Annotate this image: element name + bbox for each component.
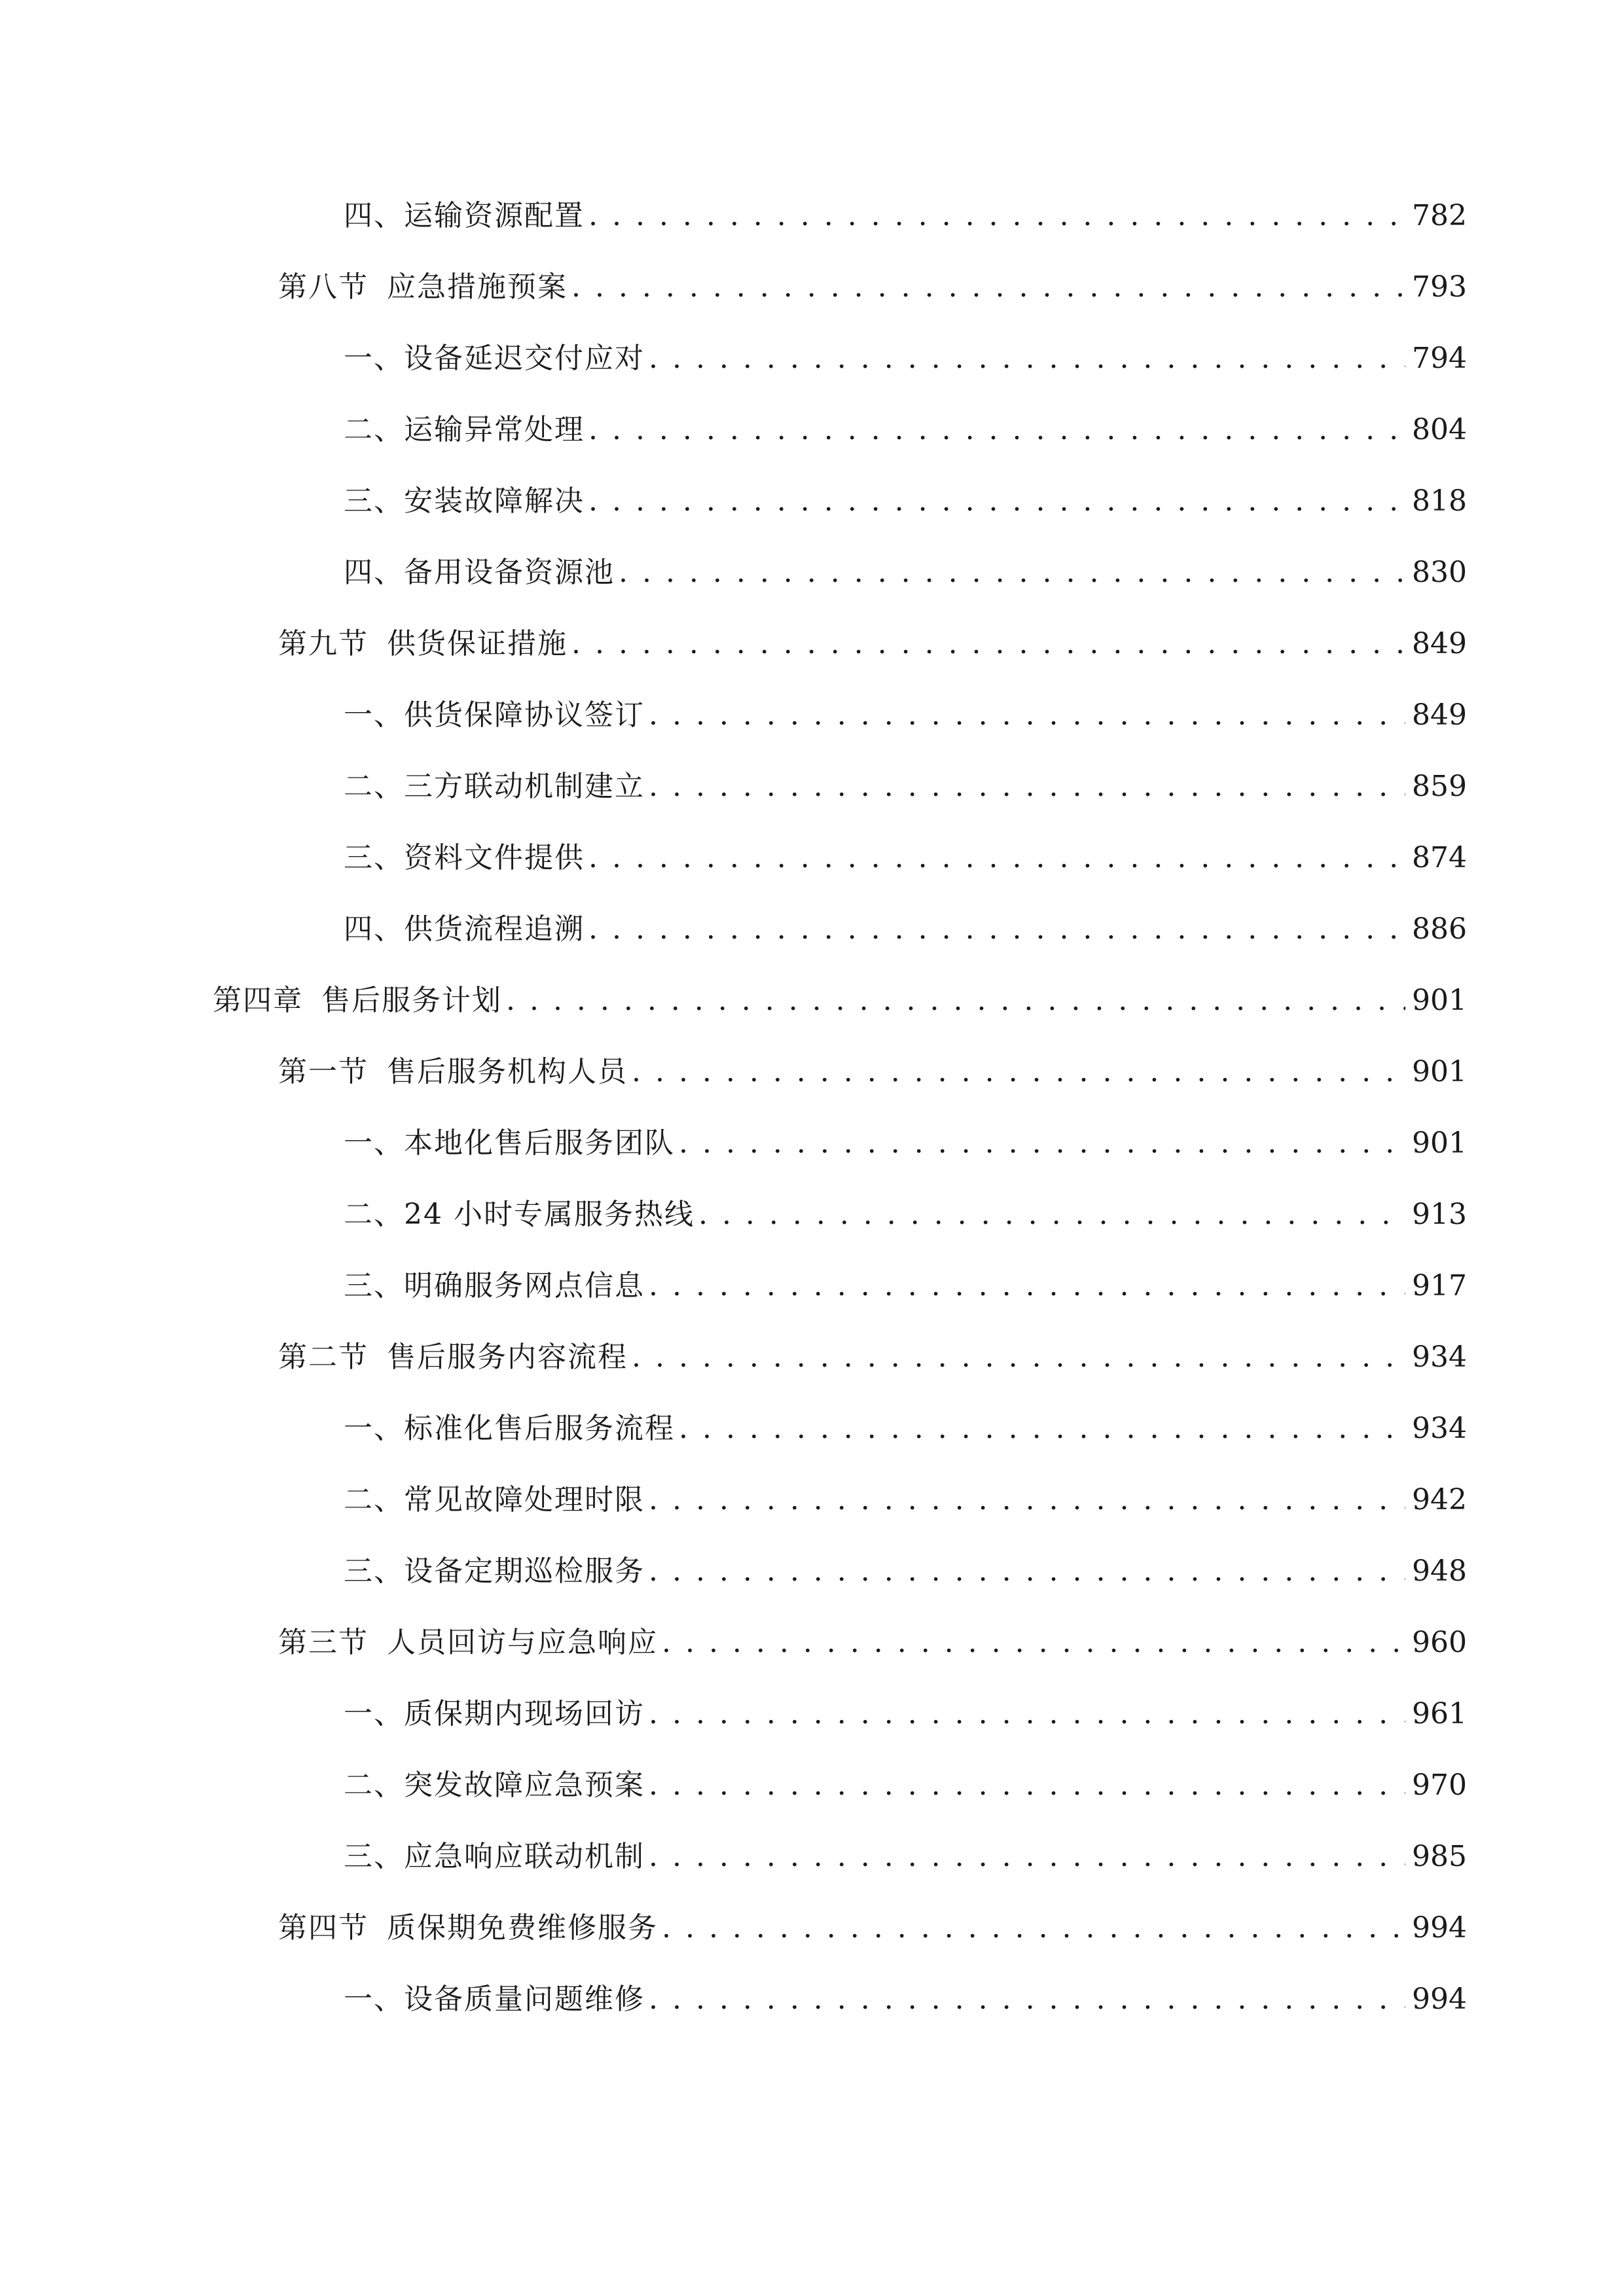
entry-title: 应急响应联动机制 xyxy=(404,1840,645,1873)
entry-page-number: 874 xyxy=(1412,841,1467,874)
entry-number: 四、 xyxy=(344,912,404,946)
entry-page-number: 886 xyxy=(1412,912,1467,946)
toc-entry[interactable] xyxy=(344,1980,1467,2019)
entry-title: 常见故障处理时限 xyxy=(404,1483,645,1516)
entry-title: 供货流程追溯 xyxy=(404,912,585,946)
dot-leader xyxy=(649,339,1405,378)
entry-number: 三、 xyxy=(344,1269,404,1302)
entry-page-number: 818 xyxy=(1412,484,1467,518)
dot-leader xyxy=(571,268,1405,307)
entry-title: 本地化售后服务团队 xyxy=(404,1126,675,1160)
dot-leader xyxy=(588,482,1405,521)
entry-title: 安装故障解决 xyxy=(404,484,585,518)
entry-number: 一、 xyxy=(344,1412,404,1445)
dot-leader xyxy=(588,838,1405,878)
dot-leader xyxy=(506,981,1405,1020)
dot-leader xyxy=(649,767,1405,806)
dot-leader xyxy=(588,196,1405,236)
toc-entry[interactable] xyxy=(278,1338,1467,1377)
entry-title: 供货保证措施 xyxy=(387,627,568,660)
entry-number: 三、 xyxy=(344,841,404,874)
entry-page-number: 985 xyxy=(1412,1840,1467,1873)
entry-page-number: 913 xyxy=(1412,1198,1467,1231)
entry-page-number: 960 xyxy=(1412,1626,1467,1659)
entry-title: 设备定期巡检服务 xyxy=(404,1554,645,1588)
dot-leader xyxy=(632,1052,1405,1092)
toc-entry[interactable] xyxy=(278,1052,1467,1092)
entry-page-number: 948 xyxy=(1412,1554,1467,1588)
toc-entry[interactable] xyxy=(344,1552,1467,1591)
entry-number: 三、 xyxy=(344,1554,404,1588)
entry-number: 二、 xyxy=(344,413,404,446)
entry-page-number: 793 xyxy=(1412,270,1467,304)
toc-entry[interactable] xyxy=(344,1766,1467,1805)
entry-title: 突发故障应急预案 xyxy=(404,1768,645,1802)
entry-number: 三、 xyxy=(344,484,404,518)
entry-number: 第八节 xyxy=(278,270,369,304)
dot-leader xyxy=(632,1338,1405,1377)
entry-title: 质保期内现场回访 xyxy=(404,1697,645,1731)
toc-entry[interactable] xyxy=(278,1909,1467,1948)
toc-entry[interactable] xyxy=(344,910,1467,949)
toc-entry[interactable] xyxy=(344,1480,1467,1520)
entry-page-number: 994 xyxy=(1412,1911,1467,1945)
entry-number: 二、 xyxy=(344,1768,404,1802)
toc-entry[interactable] xyxy=(344,482,1467,521)
toc-entry[interactable] xyxy=(344,838,1467,878)
entry-number: 三、 xyxy=(344,1840,404,1873)
entry-title: 标准化售后服务流程 xyxy=(404,1412,675,1445)
entry-number: 二、 xyxy=(344,770,404,803)
toc-entry[interactable] xyxy=(344,339,1467,378)
toc-entry[interactable] xyxy=(344,1695,1467,1734)
toc-entry[interactable] xyxy=(278,1623,1467,1662)
entry-number: 四、 xyxy=(344,199,404,232)
entry-title: 供货保障协议签订 xyxy=(404,698,645,732)
toc-entry[interactable] xyxy=(344,1409,1467,1448)
toc-entry[interactable] xyxy=(344,1837,1467,1876)
entry-page-number: 830 xyxy=(1412,556,1467,589)
entry-number: 第九节 xyxy=(278,627,369,660)
entry-page-number: 934 xyxy=(1412,1340,1467,1374)
entry-page-number: 859 xyxy=(1412,770,1467,803)
dot-leader xyxy=(649,1695,1405,1734)
entry-title: 设备延迟交付应对 xyxy=(404,342,645,375)
entry-page-number: 901 xyxy=(1412,984,1467,1017)
toc-entry[interactable] xyxy=(344,1266,1467,1306)
entry-page-number: 994 xyxy=(1412,1982,1467,2016)
dot-leader xyxy=(698,1195,1405,1234)
entry-page-number: 901 xyxy=(1412,1055,1467,1088)
toc-entry[interactable] xyxy=(344,696,1467,735)
dot-leader xyxy=(649,1552,1405,1591)
entry-title: 设备质量问题维修 xyxy=(404,1982,645,2016)
entry-number: 一、 xyxy=(344,342,404,375)
toc-entry[interactable] xyxy=(344,767,1467,806)
entry-page-number: 782 xyxy=(1412,199,1467,232)
entry-page-number: 942 xyxy=(1412,1483,1467,1516)
entry-title: 备用设备资源池 xyxy=(404,556,615,589)
dot-leader xyxy=(649,1480,1405,1520)
entry-number: 第二节 xyxy=(278,1340,369,1374)
entry-title: 人员回访与应急响应 xyxy=(387,1626,658,1659)
entry-page-number: 970 xyxy=(1412,1768,1467,1802)
dot-leader xyxy=(649,1766,1405,1805)
entry-title: 售后服务计划 xyxy=(321,984,502,1017)
entry-page-number: 804 xyxy=(1412,413,1467,446)
dot-leader xyxy=(662,1623,1405,1662)
dot-leader xyxy=(571,624,1405,664)
toc-entry[interactable] xyxy=(344,1124,1467,1163)
dot-leader xyxy=(649,696,1405,735)
entry-title: 质保期免费维修服务 xyxy=(387,1911,658,1945)
entry-title: 资料文件提供 xyxy=(404,841,585,874)
entry-page-number: 849 xyxy=(1412,698,1467,732)
dot-leader xyxy=(588,410,1405,450)
entry-page-number: 934 xyxy=(1412,1412,1467,1445)
dot-leader xyxy=(662,1909,1405,1948)
entry-title: 三方联动机制建立 xyxy=(404,770,645,803)
dot-leader xyxy=(649,1266,1405,1306)
entry-title: 应急措施预案 xyxy=(387,270,568,304)
entry-title: 明确服务网点信息 xyxy=(404,1269,645,1302)
dot-leader xyxy=(679,1124,1405,1163)
dot-leader xyxy=(649,1980,1405,2019)
toc-entry[interactable] xyxy=(278,268,1467,307)
entry-number: 第四节 xyxy=(278,1911,369,1945)
entry-title: 售后服务机构人员 xyxy=(387,1055,628,1088)
entry-page-number: 794 xyxy=(1412,342,1467,375)
entry-number: 第一节 xyxy=(278,1055,369,1088)
entry-number: 四、 xyxy=(344,556,404,589)
entry-number: 第四章 xyxy=(213,984,303,1017)
entry-page-number: 961 xyxy=(1412,1697,1467,1731)
toc-entry[interactable] xyxy=(213,981,1467,1020)
entry-number: 第三节 xyxy=(278,1626,369,1659)
entry-number: 一、 xyxy=(344,1126,404,1160)
entry-title: 24 小时专属服务热线 xyxy=(404,1198,695,1231)
toc-entry[interactable] xyxy=(344,553,1467,592)
entry-title: 售后服务内容流程 xyxy=(387,1340,628,1374)
toc-entry[interactable] xyxy=(344,196,1467,236)
entry-number: 一、 xyxy=(344,1982,404,2016)
toc-entry[interactable] xyxy=(344,410,1467,450)
entry-number: 一、 xyxy=(344,698,404,732)
entry-title: 运输资源配置 xyxy=(404,199,585,232)
toc-entry[interactable] xyxy=(344,1195,1467,1234)
dot-leader xyxy=(588,910,1405,949)
entry-number: 二、 xyxy=(344,1483,404,1516)
entry-page-number: 849 xyxy=(1412,627,1467,660)
entry-title: 运输异常处理 xyxy=(404,413,585,446)
toc-entry[interactable] xyxy=(278,624,1467,664)
entry-page-number: 917 xyxy=(1412,1269,1467,1302)
entry-number: 一、 xyxy=(344,1697,404,1731)
dot-leader xyxy=(649,1837,1405,1876)
dot-leader xyxy=(619,553,1405,592)
entry-number: 二、 xyxy=(344,1198,404,1231)
entry-page-number: 901 xyxy=(1412,1126,1467,1160)
dot-leader xyxy=(679,1409,1405,1448)
